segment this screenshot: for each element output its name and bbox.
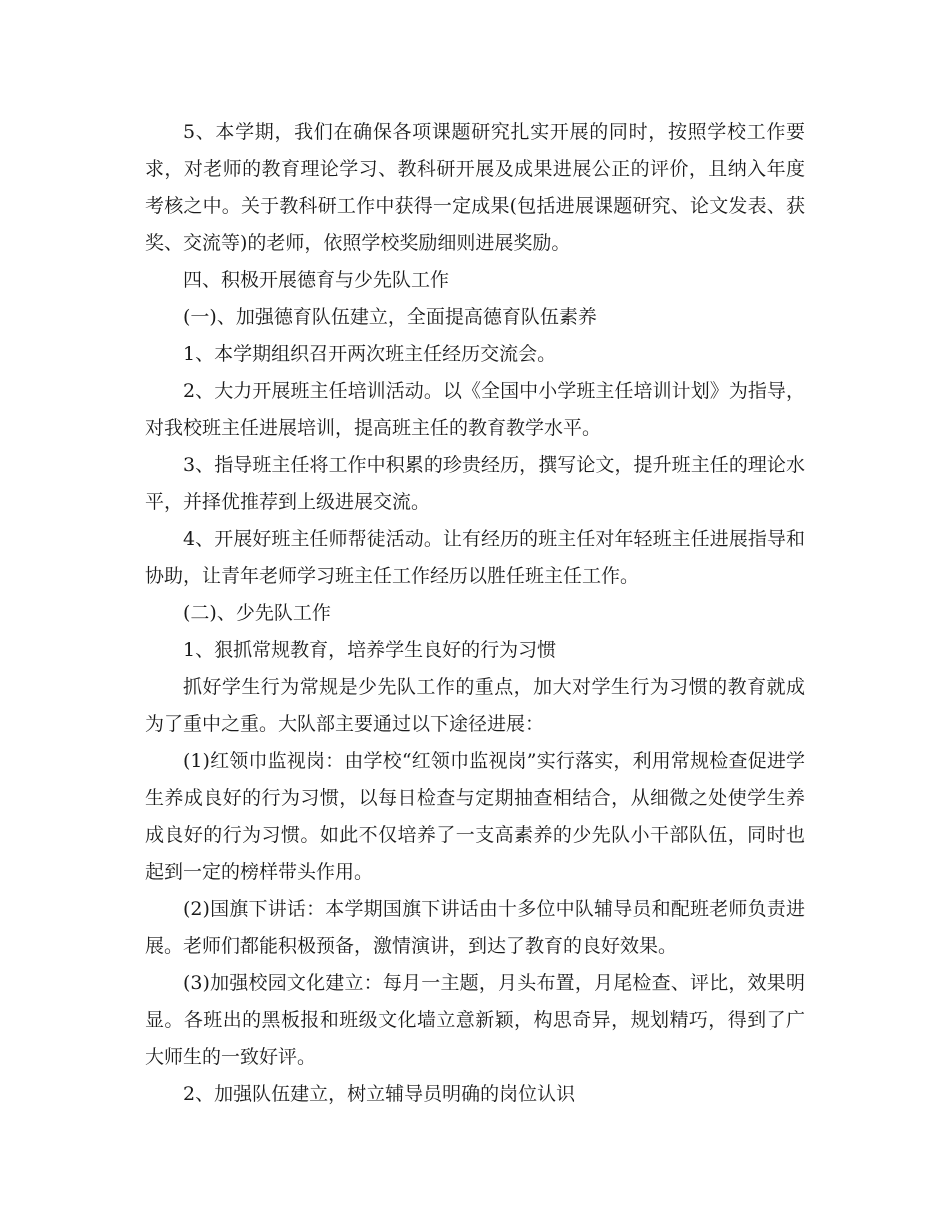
subsection-heading-young-pioneers: (二)、少先队工作 [183, 602, 331, 624]
paragraph-routine-education: 1、狠抓常规教育，培养学生良好的行为习惯 [183, 639, 557, 661]
paragraph-team-building: 2、加强队伍建立，树立辅导员明确的岗位认识 [183, 1083, 576, 1105]
document-body [145, 114, 805, 1113]
paragraph-campus-culture: (3)加强校园文化建立：每月一主题，月头布置，月尾检查、评比，效果明显。各班出的黑板报和班级文化墙立意新颖，构思奇异，规划精巧，得到了广大师生的一致好评。 [145, 972, 805, 1068]
section-heading-moral-education: 四、积极开展德育与少先队工作 [183, 269, 450, 291]
paragraph-item-4: 4、开展好班主任师帮徒活动。让有经历的班主任对年轻班主任进展指导和协助，让青年老师学习班主任工作经历以胜任班主任工作。 [145, 528, 805, 587]
paragraph-behavior-norms: 抓好学生行为常规是少先队工作的重点，加大对学生行为习惯的教育就成为了重中之重。大队部主要通过以下途径进展： [145, 676, 805, 735]
paragraph-research-evaluation: 5、本学期，我们在确保各项课题研究扎实开展的同时，按照学校工作要求，对老师的教育理论学习、教科研开展及成果进展公正的评价，且纳入年度考核之中。关于教科研工作中获得一定成果(包括进展课题研究、论文发表、获奖、交流等)的老师，依照学校奖励细则进展奖励。 [145, 121, 805, 254]
paragraph-item-1: 1、本学期组织召开两次班主任经历交流会。 [183, 343, 557, 365]
paragraph-flag-speech: (2)国旗下讲话：本学期国旗下讲话由十多位中队辅导员和配班老师负责进展。老师们都能积极预备，激情演讲，到达了教育的良好效果。 [145, 898, 805, 957]
paragraph-item-2: 2、大力开展班主任培训活动。以《全国中小学班主任培训计划》为指导，对我校班主任进展培训，提高班主任的教育教学水平。 [145, 380, 805, 439]
paragraph-item-3: 3、指导班主任将工作中积累的珍贵经历，撰写论文，提升班主任的理论水平，并择优推荐到上级进展交流。 [145, 454, 805, 513]
subsection-heading-moral-team: (一)、加强德育队伍建立，全面提高德育队伍素养 [183, 306, 597, 328]
paragraph-red-scarf-post: (1)红领巾监视岗：由学校“红领巾监视岗”实行落实，利用常规检查促进学生养成良好的行为习惯，以每日检查与定期抽查相结合，从细微之处使学生养成良好的行为习惯。如此不仅培养了一支高素养的少先队小干部队伍，同时也起到一定的榜样带头作用。 [145, 750, 805, 883]
